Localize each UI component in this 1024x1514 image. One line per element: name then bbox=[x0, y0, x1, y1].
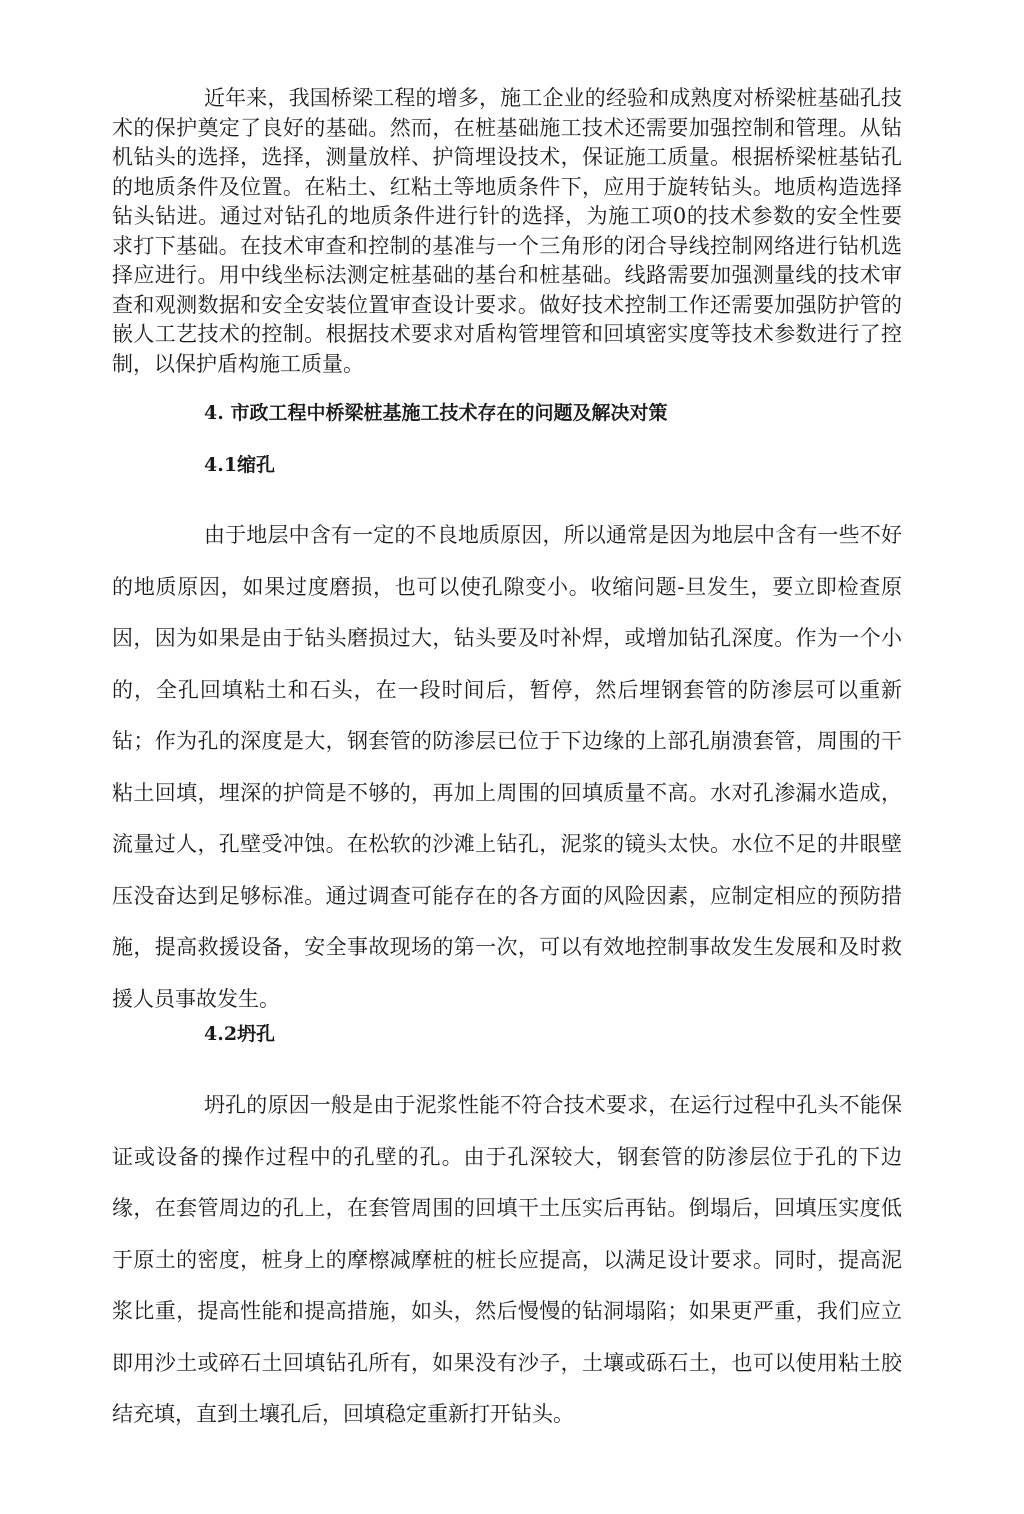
section-4-1-heading: 4.1缩孔 bbox=[204, 454, 276, 476]
section-4-heading: 4. 市政工程中桥梁桩基施工技术存在的问题及解决对策 bbox=[204, 402, 668, 424]
section-4-2-paragraph: 坍孔的原因一般是由于泥浆性能不符合技术要求，在运行过程中孔头不能保证或设备的操作过程中的孔壁的孔。由于孔深较大，钢套管的防渗层位于孔的下边缘，在套管周边的孔上，在套管周围的回填干土压实后再钻。倒塌后，回填压实度低于原土的密度，桩身上的摩檫减摩桩的桩长应提高，以满足设计要求。同时，提高泥浆比重，提高性能和提高措施，如头，然后慢慢的钻洞塌陷；如果更严重，我们应立即用沙土或碎石土回填钻孔所有，如果没有沙子，土壤或砾石土，也可以使用粘土胶结充填，直到土壤孔后，回填稳定重新打开钻头。 bbox=[112, 1093, 902, 1426]
section-4-2-heading: 4.2坍孔 bbox=[204, 1023, 276, 1045]
section-4-1-paragraph: 由于地层中含有一定的不良地质原因，所以通常是因为地层中含有一些不好的地质原因，如果过度磨损，也可以使孔隙变小。收缩问题-旦发生，要立即检查原因，因为如果是由于钻头磨损过大，钻头要及吋补焊，或增加钻孔深度。作为一个小的，全孔回填粘土和石头，在一段时间后，暂停，然后埋钢套管的防渗层可以重新钻；作为孔的深度是大，钢套管的防渗层已位于下边缘的上部孔崩溃套管，周围的干粘土回填，埋深的护筒是不够的，再加上周围的回填质量不高。水对孔渗漏水造成，流量过人，孔壁受冲蚀。在松软的沙滩上钻孔，泥浆的镜头太快。水位不足的井眼壁压没奋达到足够标准。通过调查可能存在的各方面的风险因素，应制定相应的预防措施，提高救援设备，安全事故现场的第一次，可以有效地控制事故发生发展和及时救援人员事故发生。 bbox=[112, 523, 902, 1011]
intro-paragraph: 近年来，我国桥梁工程的增多，施工企业的经验和成熟度对桥梁桩基础孔技术的保护奠定了良好的基础。然而，在桩基础施工技术还需要加强控制和管理。从钻机钻头的选择，选择，测量放样、护筒埋设技术，保证施工质量。根据桥梁桩基钻孔的地质条件及位置。在粘土、红粘土等地质条件下，应用于旋转钻头。地质构造选择钻头钻进。通过对钻孔的地质条件进行针的选择，为施工项0的技术参数的安全性要求打下基础。在技术审查和控制的基准与一个三角形的闭合导线控制网络进行钻机选择应进行。用中线坐标法测定桩基础的基台和桩基础。线路需要加强测量线的技术审查和观测数据和安全安装位置审查设计要求。做好技术控制工作还需要加强防护管的嵌人工艺技术的控制。根据技术要求对盾构管埋管和回填密实度等技术参数进行了控制，以保护盾构施工质量。 bbox=[112, 86, 902, 376]
